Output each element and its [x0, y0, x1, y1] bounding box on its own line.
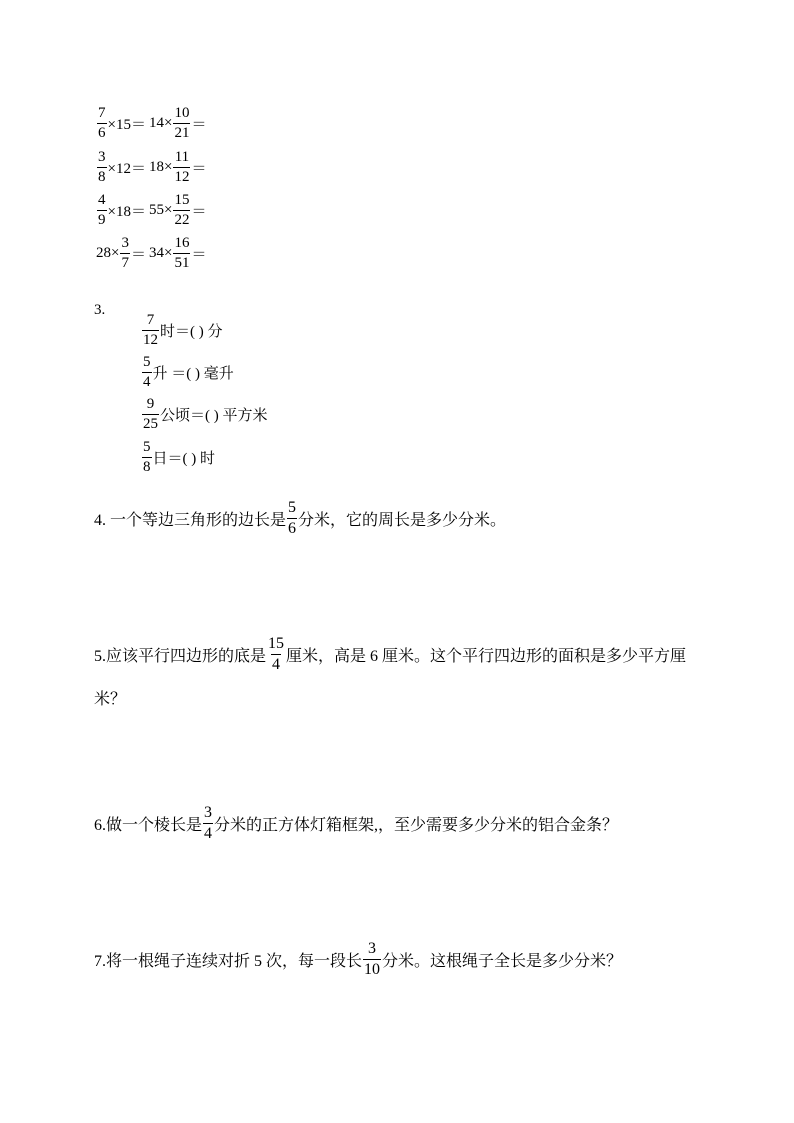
q3-item-3: [141, 397, 268, 432]
expr-text: ＝: [191, 204, 207, 220]
q3-item-2: [141, 355, 234, 390]
fraction: $\frac{3}{8}$: [98, 149, 106, 185]
q3-number: 3.: [94, 302, 106, 318]
question-5: [94, 636, 686, 673]
question-text: 5.应该平行四边形的底是: [94, 648, 267, 665]
expr-text: 14×: [148, 115, 173, 131]
q3-item-1: [141, 313, 223, 348]
expr-text: ×18＝: [107, 204, 146, 220]
expr-text: ＝: [191, 117, 207, 133]
fraction: $\frac{11}{12}$: [174, 149, 190, 185]
question-text: 分米。这根绳子全长是多少分米？: [382, 953, 623, 970]
fraction: $\frac{15}{22}$: [174, 192, 190, 228]
expr-text: ×12＝: [107, 161, 146, 177]
question-text: 米？: [94, 691, 127, 708]
fraction: $\frac{16}{51}$: [174, 235, 190, 271]
question-text: 分米，它的周长是多少分米。: [298, 512, 507, 529]
conversion-text: 日＝( ) 时: [152, 451, 215, 467]
conversion-text: 升 ＝( ) 毫升: [152, 366, 234, 382]
calc-row-4: [96, 236, 206, 271]
expr-text: ×15＝: [107, 117, 146, 133]
question-text: 厘米，高是 6 厘米。这个平行四边形的面积是多少平方厘: [286, 648, 687, 665]
fraction: $\frac{5}{6}$: [288, 499, 297, 537]
question-5-line2: [94, 686, 126, 709]
expr-text: 28×: [96, 245, 120, 261]
fraction: $\frac{9}{25}$: [143, 396, 158, 432]
question-7: [94, 941, 622, 978]
fraction: $\frac{5}{4}$: [143, 354, 151, 390]
expr-text: 34×: [148, 245, 173, 261]
expr-text: ＝: [191, 161, 207, 177]
expr-text: ＝: [130, 247, 146, 263]
q3-item-4: [141, 440, 215, 475]
calc-row-3: [96, 193, 206, 228]
question-text: 4. 一个等边三角形的边长是: [94, 512, 287, 529]
question-text: 7.将一根绳子连续对折 5 次，每一段长: [94, 953, 363, 970]
question-4: [94, 500, 506, 537]
fraction: $\frac{7}{12}$: [143, 312, 158, 348]
expr-text: 55×: [148, 202, 173, 218]
calc-row-1: [96, 106, 206, 141]
question-text: 分米的正方体灯箱框架,，至少需要多少分米的铝合金条？: [214, 817, 619, 834]
fraction: $\frac{15}{4}$: [268, 635, 285, 673]
conversion-text: 公顷＝( ) 平方米: [160, 408, 268, 424]
calc-row-2: [96, 150, 206, 185]
question-6: [94, 805, 618, 842]
fraction: $\frac{3}{4}$: [204, 804, 213, 842]
fraction: $\frac{10}{21}$: [174, 105, 190, 141]
fraction: $\frac{3}{10}$: [364, 940, 381, 978]
fraction: $\frac{3}{7}$: [121, 235, 129, 271]
fraction: $\frac{4}{9}$: [98, 192, 106, 228]
expr-text: 18×: [148, 159, 173, 175]
question-text: 6.做一个棱长是: [94, 817, 203, 834]
fraction: $\frac{7}{6}$: [98, 105, 106, 141]
fraction: $\frac{5}{8}$: [143, 439, 151, 475]
conversion-text: 时＝( ) 分: [160, 324, 223, 340]
expr-text: ＝: [191, 247, 207, 263]
